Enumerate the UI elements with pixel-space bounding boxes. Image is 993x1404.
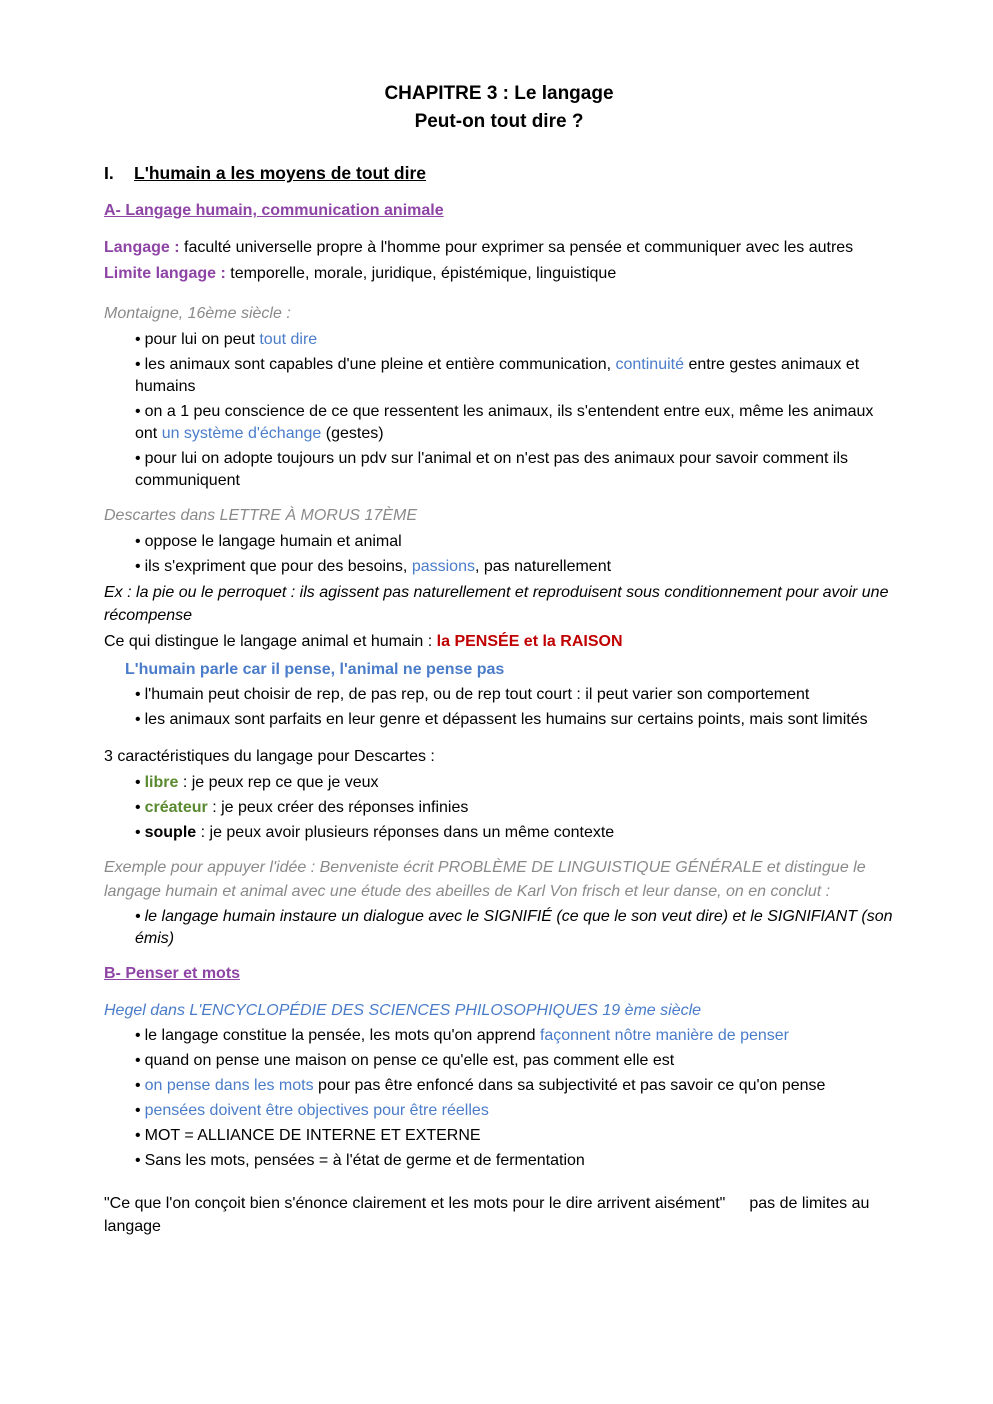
item-text: entre gestes animaux et humains [135,356,860,395]
item-text: le langage humain instaure un dialogue avec le SIGNIFIÉ (ce que le son veut dire) et le SIGNIFIANT (son émis) [135,908,893,947]
hegel-list [104,1025,894,1172]
definition-limite [104,262,894,286]
list-item: • Sans les mots, pensées = à l'état de germe et de fermentation [135,1152,585,1169]
section-1-heading [104,160,894,186]
list-item: • MOT = ALLIANCE DE INTERNE ET EXTERNE [135,1127,481,1144]
item-text: quand on pense une maison on pense ce qu'elle est, pas comment elle est [144,1052,675,1069]
definition-term: Limite langage : [104,265,226,282]
item-text: le langage constitue la pensée, les mots qu'on apprend [144,1027,540,1044]
distinction-highlight: la PENSÉE et la RAISON [436,633,623,650]
list-item: • le langage constitue la pensée, les mots qu'on apprend façonnent nôtre manière de penser [135,1027,789,1044]
item-text: : je peux créer des réponses infinies [207,799,469,816]
list-item: • les animaux sont parfaits en leur genre et dépassent les humains sur certains points, mais sont limités [135,711,868,728]
item-highlight: passions [411,558,475,575]
list-item: • libre : je peux rep ce que je veux [135,774,379,791]
example-parrot: Ex : la pie ou le perroquet : ils agissent pas naturellement et reproduisent sous conditionnement pour avoir une récompense [104,584,889,624]
list-item: • oppose le langage humain et animal [135,533,402,550]
list-item: • on pense dans les mots pour pas être enfoncé dans sa subjectivité et pas savoir ce qu'on pense [135,1077,826,1094]
section-1-number: I. [104,163,114,183]
definition-text: faculté universelle propre à l'homme pour exprimer sa pensée et communiquer avec les autres [179,239,854,256]
quote-comment: pas de limites au langage [104,1195,870,1235]
quote-text: "Ce que l'on conçoit bien s'énonce clairement et les mots pour le dire arrivent aisément" [104,1195,726,1212]
item-text: (gestes) [321,425,384,442]
list-item: • on a 1 peu conscience de ce que ressentent les animaux, ils s'entendent entre eux, même les animaux ont un système d'échange (gestes) [135,403,874,442]
distinction-text: Ce qui distingue le langage animal et humain : [104,633,437,650]
boileau-quote [104,1192,894,1238]
item-highlight: continuité [615,356,684,373]
human-speaks-line: L'humain parle car il pense, l'animal ne pense pas [125,661,505,678]
list-item: • le langage humain instaure un dialogue avec le SIGNIFIÉ (ce que le son veut dire) et le SIGNIFIANT (son émis) [135,908,893,947]
distinction-line [104,630,894,654]
item-text: Sans les mots, pensées = à l'état de germe et de fermentation [144,1152,585,1169]
item-text: l'humain peut choisir de rep, de pas rep, ou de rep tout court : il peut varier son comportement [144,686,810,703]
descartes-list-2 [104,684,894,731]
item-highlight: un système d'échange [161,425,322,442]
subsection-b-heading: B- Penser et mots [104,965,241,982]
montaigne-intro: Montaigne, 16ème siècle : [104,305,291,322]
list-item: • l'humain peut choisir de rep, de pas rep, ou de rep tout court : il peut varier son comportement [135,686,810,703]
benveniste-intro: Exemple pour appuyer l'idée : Benveniste écrit PROBLÈME DE LINGUISTIQUE GÉNÉRALE et distingue le langage humain et animal avec une étude des abeilles de Karl Von frisch et leur danse, on en conclut : [104,859,866,900]
hegel-intro: Hegel dans L'ENCYCLOPÉDIE DES SCIENCES PHILOSOPHIQUES 19 ème siècle [104,1002,702,1019]
montaigne-list [104,329,894,492]
item-term: souple [144,824,197,841]
descartes-intro: Descartes dans LETTRE À MORUS 17ÈME [104,507,417,524]
item-text: : je peux rep ce que je veux [178,774,379,791]
item-term: libre [144,774,179,791]
list-item: • pensées doivent être objectives pour être réelles [135,1102,489,1119]
item-text: ils s'expriment que pour des besoins, [144,558,412,575]
definition-text: temporelle, morale, juridique, épistémique, linguistique [225,265,617,282]
list-item: • quand on pense une maison on pense ce qu'elle est, pas comment elle est [135,1052,675,1069]
chapter-subtitle: Peut-on tout dire ? [414,111,584,132]
list-item: • créateur : je peux créer des réponses infinies [135,799,469,816]
characteristics-intro: 3 caractéristiques du langage pour Descartes : [104,748,435,765]
item-text: on a 1 peu conscience de ce que ressentent les animaux, ils s'entendent entre eux, même les animaux ont [135,403,874,442]
item-highlight: façonnent nôtre manière de penser [539,1027,789,1044]
item-text: les animaux sont capables d'une pleine et entière communication, [144,356,616,373]
characteristics-list [104,772,894,844]
document-page [104,80,894,1238]
item-term: créateur [144,799,208,816]
item-text: oppose le langage humain et animal [144,533,402,550]
item-highlight: tout dire [259,331,318,348]
item-text: les animaux sont parfaits en leur genre et dépassent les humains sur certains points, mais sont limités [144,711,868,728]
item-text: : je peux avoir plusieurs réponses dans un même contexte [196,824,615,841]
chapter-title: CHAPITRE 3 : Le langage [384,83,614,104]
list-item: • souple : je peux avoir plusieurs réponses dans un même contexte [135,824,615,841]
descartes-list [104,531,894,578]
item-text: MOT = ALLIANCE DE INTERNE ET EXTERNE [144,1127,481,1144]
item-highlight: on pense dans les mots [144,1077,314,1094]
item-text: pour pas être enfoncé dans sa subjectivité et pas savoir ce qu'on pense [313,1077,826,1094]
item-text: pour lui on peut [144,331,260,348]
benveniste-list [104,906,894,950]
item-text: , pas naturellement [474,558,612,575]
list-item: • ils s'expriment que pour des besoins, passions, pas naturellement [135,558,612,575]
item-text: pour lui on adopte toujours un pdv sur l'animal et on n'est pas des animaux pour savoir comment ils communiquent [135,450,848,489]
definition-term: Langage : [104,239,180,256]
subsection-a-heading: A- Langage humain, communication animale [104,202,444,219]
item-highlight: pensées doivent être objectives pour être réelles [144,1102,489,1119]
section-1-title: L'humain a les moyens de tout dire [134,163,426,183]
list-item: • pour lui on adopte toujours un pdv sur l'animal et on n'est pas des animaux pour savoir comment ils communiquent [135,450,848,489]
list-item: • pour lui on peut tout dire [135,331,318,348]
definition-langage [104,236,894,260]
list-item: • les animaux sont capables d'une pleine et entière communication, continuité entre gestes animaux et humains [135,356,860,395]
